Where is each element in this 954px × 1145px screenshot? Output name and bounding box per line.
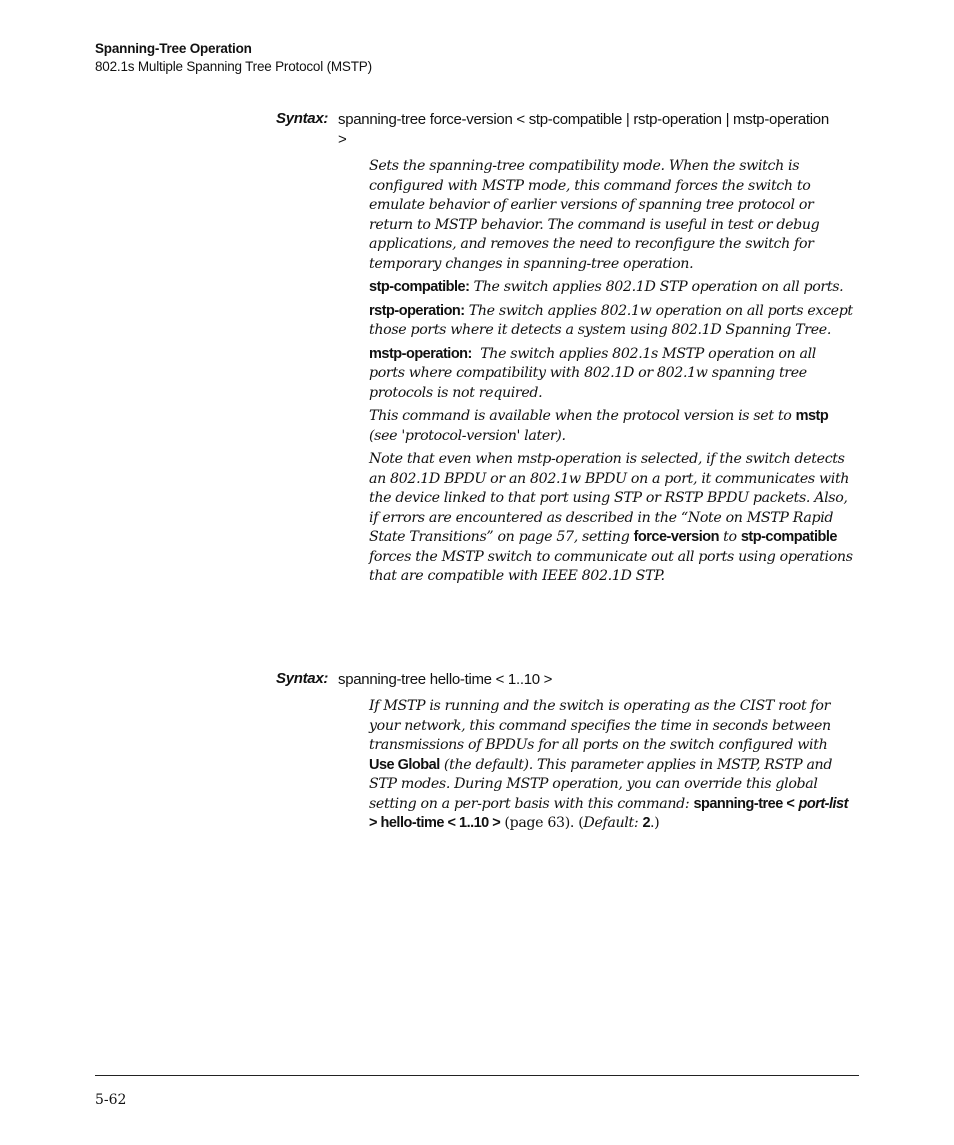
force-version-description: Sets the spanning-tree compatibility mode. When the switch is configured with MSTP mode, this command forces the switch to emulate behavior of earlier versions of spanning tree protocol or return to MSTP behavior. The command is useful in test or debug applications, and removes the need to reconfigure the switch for temporary changes in spanning-tree operation. bbox=[369, 158, 820, 272]
hello-end: .) bbox=[650, 815, 660, 831]
availability-note bbox=[369, 407, 855, 446]
term-mstp-operation: mstp-operation: bbox=[369, 345, 472, 362]
text-rstp-operation: The switch applies 802.1w operation on all ports except those ports where it detects a system using 802.1D Spanning Tree. bbox=[369, 302, 853, 338]
hello-time-description bbox=[369, 697, 855, 834]
term-rstp-operation: rstp-operation: bbox=[369, 302, 465, 319]
hello-time-description-block bbox=[369, 697, 855, 834]
page-number: 5-62 bbox=[95, 1092, 127, 1108]
availability-after: (see 'protocol-version' later). bbox=[369, 427, 566, 444]
term-stp-compatible: stp-compatible: bbox=[369, 279, 470, 295]
text-mstp-operation: The switch applies 802.1s MSTP operation on all ports where compatibility with 802.1D or 802.1w spanning tree protocols is not required. bbox=[369, 345, 816, 401]
note-keyword-force-version: force-version bbox=[633, 529, 719, 545]
hello-part2: (the default). This parameter applies in MSTP, RSTP and STP modes. During MSTP operation, you can override this global setting on a per-port basis with this command: bbox=[369, 756, 833, 812]
hello-part1: If MSTP is running and the switch is operating as the CIST root for your network, this command specifies the time in seconds between transmissions of BPDUs for all ports on the switch configured with bbox=[369, 698, 831, 753]
running-header-title: Spanning-Tree Operation bbox=[95, 41, 252, 56]
syntax-command-hello-time: spanning-tree hello-time < 1..10 > bbox=[338, 671, 553, 688]
hello-cmd-port-list: port-list bbox=[798, 795, 848, 812]
hello-keyword-use-global: Use Global bbox=[369, 756, 440, 773]
option-stp-compatible bbox=[369, 278, 855, 298]
text-stp-compatible: The switch applies 802.1D STP operation on all ports. bbox=[473, 279, 844, 295]
syntax-command-force-version: spanning-tree force-version < stp-compatible | rstp-operation | mstp-operation > bbox=[338, 111, 829, 148]
syntax-label-force-version: Syntax: bbox=[276, 110, 329, 127]
option-mstp-operation bbox=[369, 345, 855, 404]
hello-default-label: Default: bbox=[583, 815, 639, 831]
note-part3: forces the MSTP switch to communicate out all ports using operations that are compatible with IEEE 802.1D STP. bbox=[369, 548, 853, 584]
hello-default-value: 2 bbox=[642, 815, 651, 831]
note-part1: Note that even when mstp-operation is selected, if the switch detects an 802.1D BPDU or an 802.1w BPDU on a port, it communicates with the device linked to that port using STP or RSTP BPDU packets. Also, if errors are encountered as described in the “Note on MSTP Rapid State Transitions” on page 57, setting bbox=[369, 451, 850, 545]
hello-cmd-a: spanning-tree < bbox=[693, 795, 795, 812]
syntax-label-hello-time: Syntax: bbox=[276, 670, 329, 687]
option-rstp-operation bbox=[369, 302, 855, 341]
note-keyword-stp-compatible: stp-compatible bbox=[740, 529, 837, 545]
availability-before: This command is available when the protocol version is set to bbox=[369, 408, 796, 424]
note-part2: to bbox=[718, 529, 741, 545]
hello-cmd-c: > hello-time < 1..10 > bbox=[369, 815, 501, 831]
footer-rule bbox=[95, 1075, 859, 1076]
force-version-description-block bbox=[369, 157, 855, 587]
availability-keyword: mstp bbox=[795, 408, 829, 424]
running-header-subtitle: 802.1s Multiple Spanning Tree Protocol (MSTP) bbox=[95, 59, 372, 74]
bpdu-note bbox=[369, 450, 855, 587]
hello-page-ref: (page 63). ( bbox=[500, 815, 584, 831]
